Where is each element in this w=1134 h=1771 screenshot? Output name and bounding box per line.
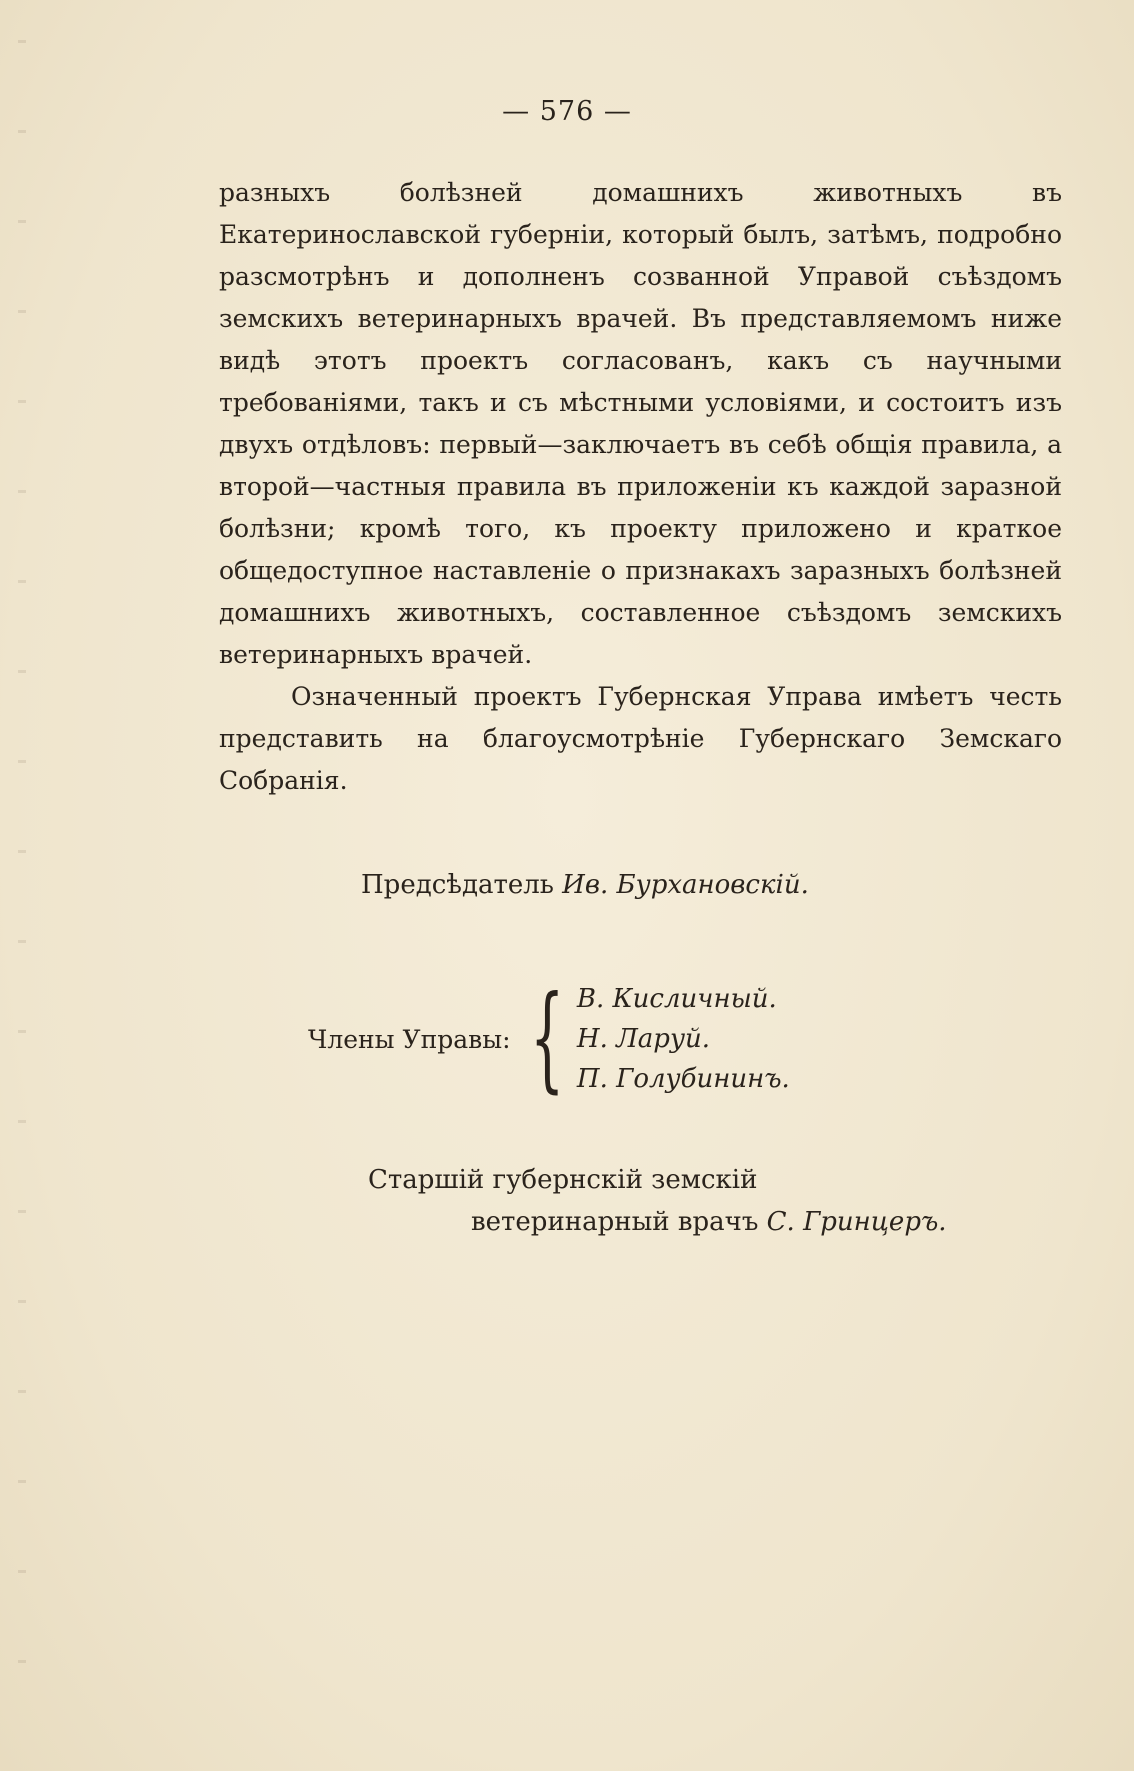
- page-number: — 576 —: [502, 96, 632, 127]
- paragraph-1: разныхъ болѣзней домашнихъ животныхъ въ Екатеринославской губерніи, который былъ, затѣмъ, подробно разсмотрѣнъ и дополненъ созванной Управой съѣздомъ земскихъ ветеринарныхъ врачей. Въ представляемомъ ниже видѣ этотъ проектъ согласованъ, какъ съ научными требованіями, такъ и съ мѣстными условіями, и состоитъ изъ двухъ отдѣловъ: первый—заключаетъ въ себѣ общія правила, а второй—частныя правила въ приложеніи къ каждой заразной болѣзни; кромѣ того, къ проекту приложено и краткое общедоступное наставленіе о признакахъ заразныхъ болѣзней домашнихъ животныхъ, составленное съѣздомъ земскихъ ветеринарныхъ врачей.: [219, 178, 1062, 669]
- brace-icon: {: [529, 972, 564, 1105]
- paragraph-2: Означенный проектъ Губернская Управа имѣетъ честь представить на благоусмотрѣніе Губернскаго Земскаго Собранія.: [219, 682, 1062, 795]
- veterinarian-signature: [471, 1207, 947, 1237]
- member-name: П. Голубининъ.: [576, 1064, 790, 1094]
- members-label: Члены Управы:: [308, 1024, 511, 1054]
- members-list: [577, 979, 790, 1099]
- body-text: [219, 172, 1062, 802]
- veterinarian-name: С. Гринцеръ.: [766, 1207, 947, 1237]
- chairman-signature: [361, 870, 809, 900]
- chairman-name: Ив. Бурхановскій.: [562, 870, 809, 900]
- board-members: [308, 972, 790, 1105]
- member-name: Н. Ларуй.: [576, 1024, 711, 1054]
- veterinarian-title: ветеринарный врачъ: [471, 1207, 759, 1237]
- veterinarian-title-line: Старшій губернскій земскій: [368, 1165, 758, 1195]
- chairman-title: Предсѣдатель: [361, 870, 554, 900]
- member-name: В. Кисличный.: [576, 984, 777, 1014]
- page-edge-stain: [18, 40, 26, 1690]
